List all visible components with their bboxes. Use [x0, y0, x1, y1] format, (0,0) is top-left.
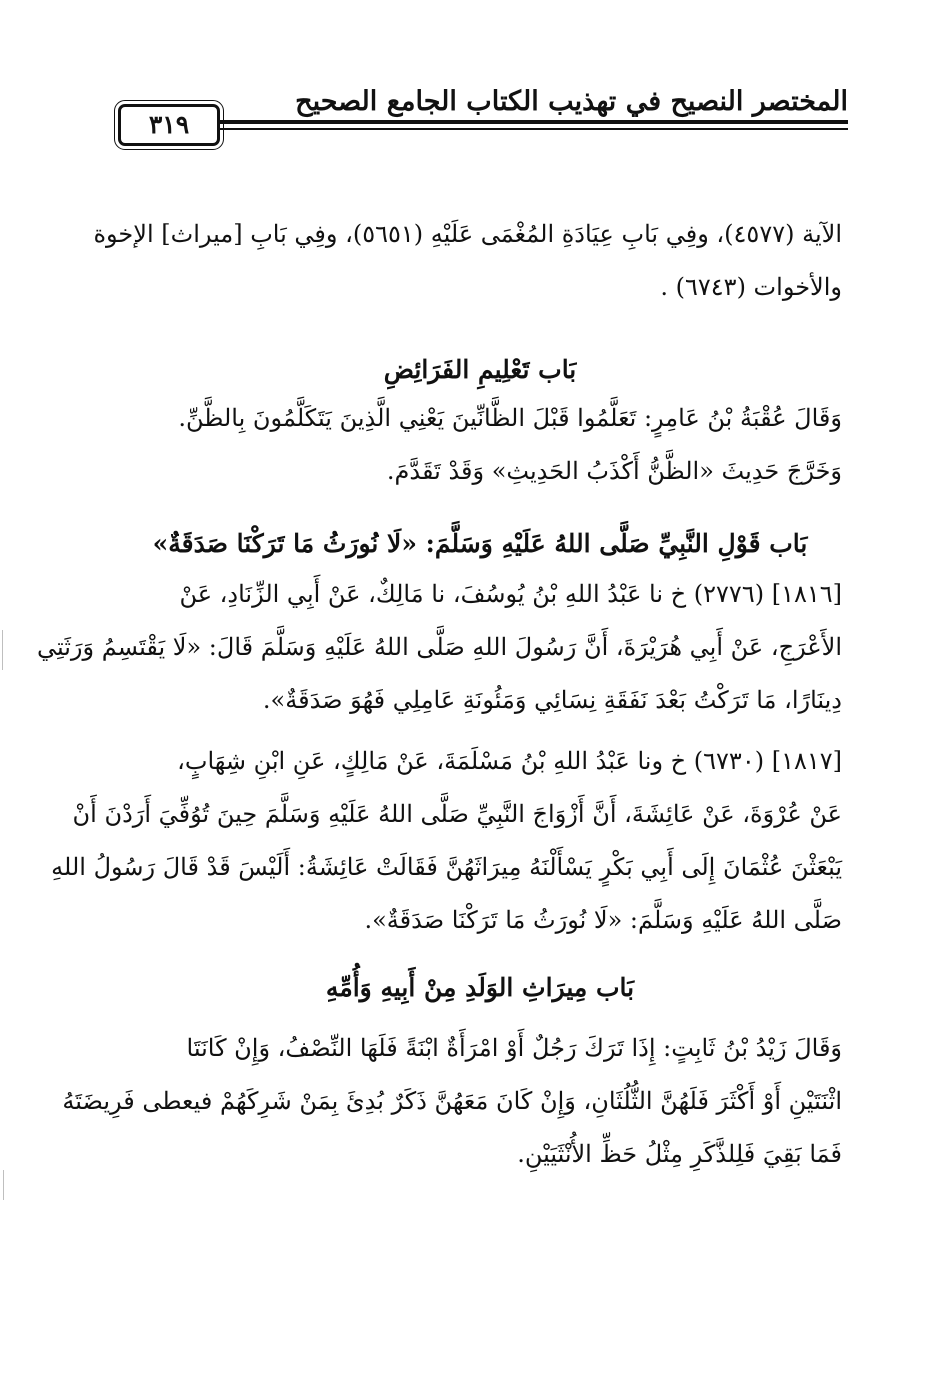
scan-edge-mark: [2, 630, 3, 670]
chapter-heading-mirath-walad: بَاب مِيرَاثِ الوَلَدِ مِنْ أَبِيهِ وَأُمِّهِ: [325, 973, 635, 1002]
text-line: يَبْعَثْنَ عُثْمَانَ إِلَى أَبِي بَكْرٍ يَسْأَلْنَهُ مِيرَاثَهُنَّ فَقَالَتْ عَائِشَةُ: أَلَيْسَ قَدْ قَالَ رَسُولُ اللهِ: [51, 853, 842, 881]
hadith-1817: [51, 735, 842, 947]
running-title: المختصر النصيح في تهذيب الكتاب الجامع الصحيح: [295, 86, 848, 117]
text-line: دِينَارًا، مَا تَرَكْتُ بَعْدَ نَفَقَةِ نِسَائِي وَمَئُونَةِ عَامِلِي فَهُوَ صَدَقَةٌ».: [262, 686, 842, 714]
header-rule-thick: [212, 120, 848, 124]
hadith-1816: [36, 568, 842, 727]
chapter-heading-faraid: بَاب تَعْلِيمِ الفَرَائِضِ: [383, 355, 577, 384]
section3-paragraph: [62, 1022, 842, 1181]
page-number: ٣١٩: [118, 104, 220, 146]
text-line: فَمَا بَقِيَ فَلِلذَّكَرِ مِثْلُ حَظِّ الأُنْثَيَيْنِ.: [517, 1140, 842, 1168]
text-line: وَقَالَ زَيْدُ بْنُ ثَابِتٍ: إِذَا تَرَكَ رَجُلٌ أَوْ امْرَأَةٌ ابْنَةً فَلَهَا النِّصْفُ، وَإِنْ كَانَتَا: [186, 1034, 842, 1062]
text-line: صَلَّى اللهُ عَلَيْهِ وَسَلَّمَ: «لَا نُورَثُ مَا تَرَكْنَا صَدَقَةٌ».: [364, 906, 842, 934]
header-rule-thin: [212, 128, 848, 130]
text-line: وَقَالَ عُقْبَةُ بْنُ عَامِرٍ: تَعَلَّمُوا قَبْلَ الظَّانِّينَ يَعْنِي الَّذِينَ يَتَكَلَّمُونَ بِالظَّنِّ.: [178, 404, 842, 432]
text-line: [١٨١٧] (٦٧٣٠) خ ونا عَبْدُ اللهِ بْنُ مَسْلَمَةَ، عَنْ مَالِكٍ، عَنِ ابْنِ شِهَابٍ،: [177, 747, 842, 775]
chapter-heading-la-nurath: بَاب قَوْلِ النَّبِيِّ صَلَّى اللهُ عَلَيْهِ وَسَلَّمَ: «لَا نُورَثُ مَا تَرَكْنَا صَدَقَةٌ»: [152, 529, 808, 558]
scan-edge-mark: [3, 1170, 4, 1200]
continuation-paragraph: [93, 208, 842, 314]
text-line: الآية (٤٥٧٧)، وفِي بَابِ عِيَادَةِ المُغْمَى عَلَيْهِ (٥٦٥١)، وفِي بَابِ [ميراث] الإخوة: [93, 220, 842, 248]
text-line: والأخوات (٦٧٤٣) .: [660, 273, 842, 301]
text-line: الأَعْرَجِ، عَنْ أَبِي هُرَيْرَةَ، أَنَّ رَسُولَ اللهِ صَلَّى اللهُ عَلَيْهِ وَسَلَّمَ قَالَ: «لَا يَقْتَسِمُ وَرَثَتِي: [36, 633, 842, 661]
text-line: وَخَرَّجَ حَدِيثَ «الظَّنُّ أَكْذَبُ الحَدِيثِ» وَقَدْ تَقَدَّمَ.: [386, 457, 842, 485]
text-line: اثْنَتَيْنِ أَوْ أَكْثَرَ فَلَهُنَّ الثُّلُثَانِ، وَإِنْ كَانَ مَعَهُنَّ ذَكَرٌ بُدِئَ بِمَنْ شَرِكَهُمْ فيعطى فَرِيضَتَهُ: [62, 1087, 842, 1115]
text-line: عَنْ عُرْوَةَ، عَنْ عَائِشَةَ، أَنَّ أَزْوَاجَ النَّبِيِّ صَلَّى اللهُ عَلَيْهِ وَسَلَّمَ حِينَ تُوُفِّيَ أَرَدْنَ أَنْ: [72, 800, 842, 828]
text-line: [١٨١٦] (٢٧٧٦) خ نا عَبْدُ اللهِ بْنُ يُوسُفَ، نا مَالِكٌ، عَنْ أَبِي الزِّنَادِ، عَنْ: [179, 580, 842, 608]
section1-paragraph: [118, 392, 842, 498]
